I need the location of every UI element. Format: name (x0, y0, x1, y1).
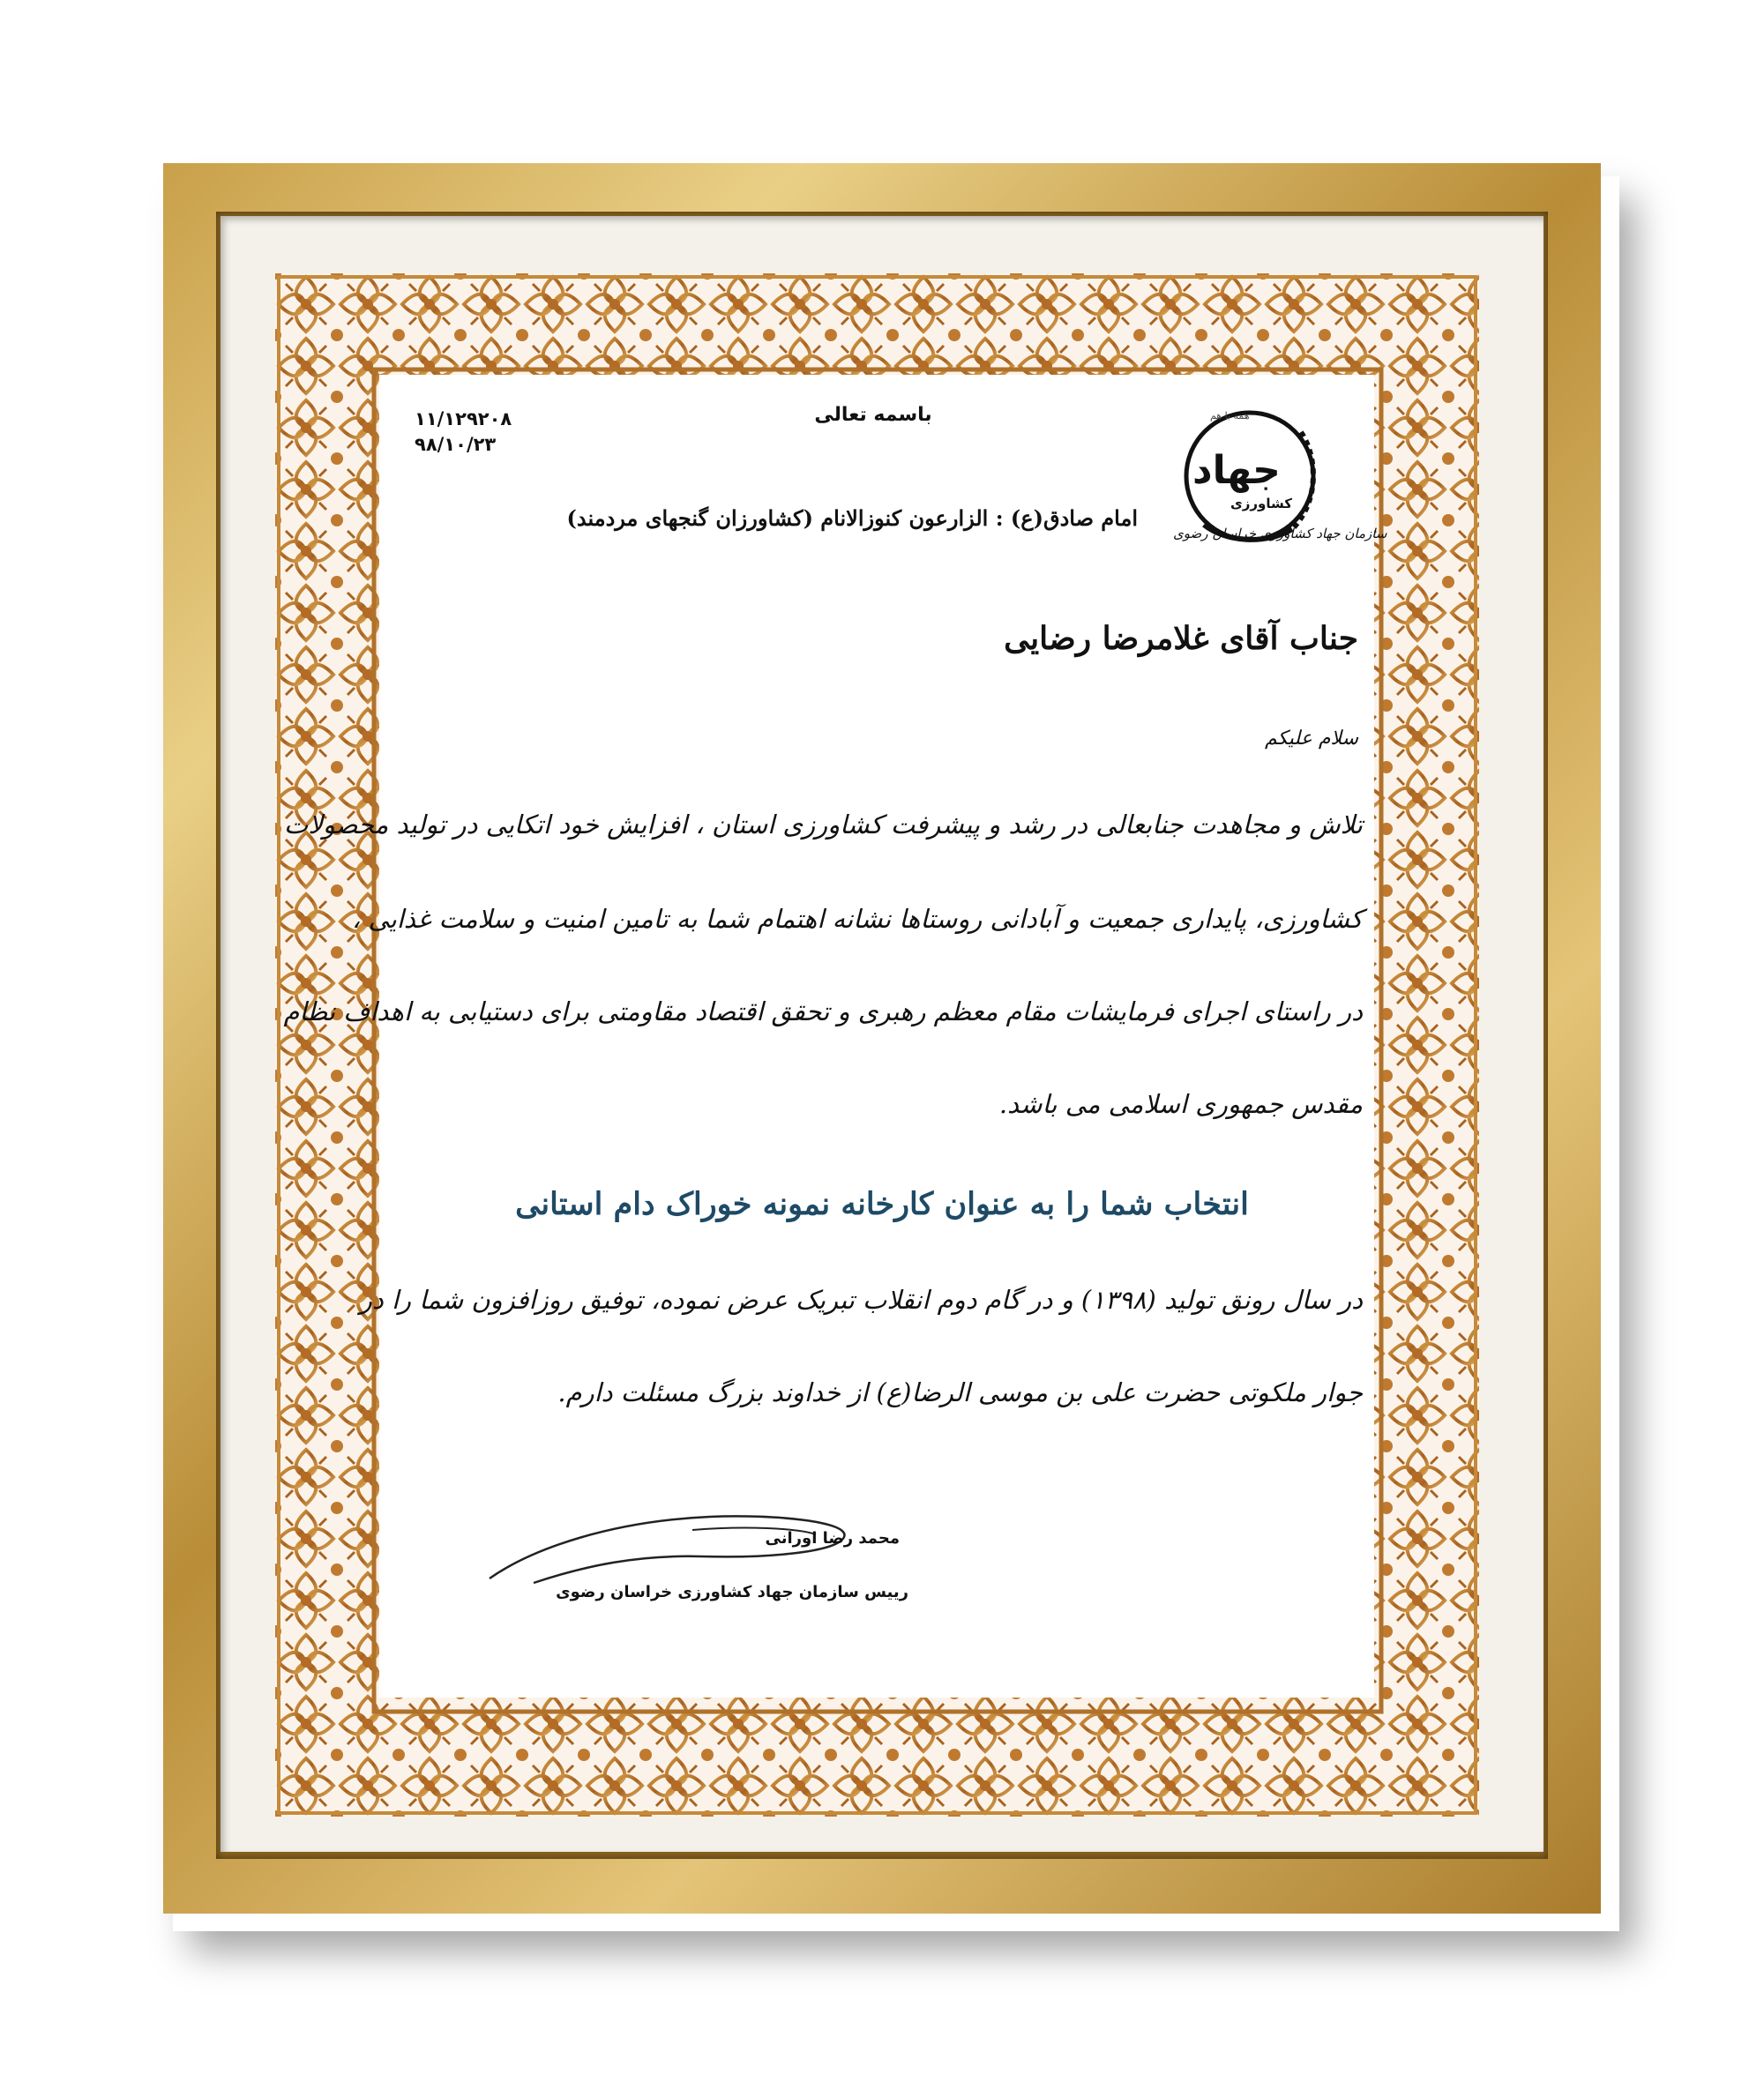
body-line-3: در راستای اجرای فرمایشات مقام معظم رهبری و تحقق اقتصاد مقاومتی برای دستیابی به اهداف نظام (283, 996, 1363, 1026)
emblem-main-text: جهاد (1192, 448, 1281, 493)
body-line-4: مقدس جمهوری اسلامی می باشد. (998, 1089, 1363, 1119)
organization-name: سازمان جهاد کشاورزی خراسان رضوی (1173, 526, 1387, 541)
signatory-name: محمد رضا اورانی (765, 1529, 900, 1548)
hadith-quote: امام صادق(ع) : الزارعون کنوزالانام (کشاورزان گنجهای مردمند) (566, 505, 1138, 531)
signatory-title: رییس سازمان جهاد کشاورزی خراسان رضوی (556, 1583, 908, 1601)
letter-number: ۱۱/۱۲۹۲۰۸ (415, 408, 512, 429)
body-line-1: تلاش و مجاهدت جنابعالی در رشد و پیشرفت کشاورزی استان ، افزایش خود اتکایی در تولید محصولات (284, 810, 1363, 840)
selection-highlight: انتخاب شما را به عنوان کارخانه نمونه خوراک دام استانی (515, 1186, 1249, 1222)
emblem-top-text: همه با هم (1210, 410, 1250, 422)
greeting: سلام علیکم (1264, 728, 1358, 750)
recipient-name: جناب آقای غلامرضا رضایی (1004, 620, 1358, 657)
closing-line-2: جوار ملکوتی حضرت علی بن موسی الرضا(ع) از خداوند بزرگ مسئلت دارم. (557, 1377, 1363, 1407)
body-line-2: کشاورزی، پایداری جمعیت و آبادانی روستاها نشانه اهتمام شما به تامین امنیت و سلامت غذایی ، (351, 904, 1363, 934)
closing-line-1: در سال رونق تولید (۱۳۹۸) و در گام دوم انقلاب تبریک عرض نموده، توفیق روزافزون شما را در (359, 1285, 1363, 1315)
bismillah-heading: باسمه تعالی (814, 404, 932, 426)
letter-date: ۹۸/۱۰/۲۳ (415, 434, 497, 455)
emblem-sub-text: کشاورزی (1230, 496, 1292, 511)
